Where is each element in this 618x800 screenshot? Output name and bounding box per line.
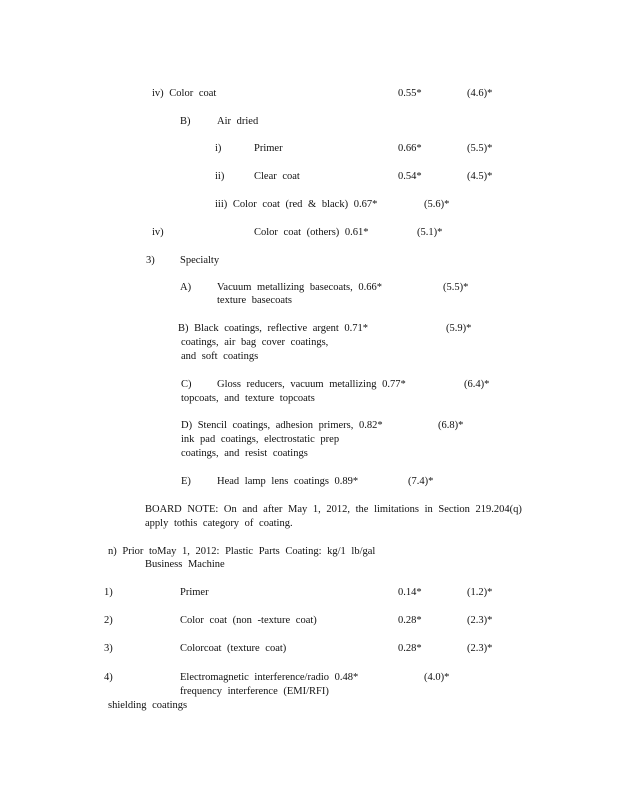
section-n-heading: n) Prior toMay 1, 2012: Plastic Parts Coating: kg/1 lb/gal xyxy=(108,546,376,557)
item-iv-voc-kg: 0.55* xyxy=(398,88,422,99)
item-iii-text: iii) Color coat (red & black) 0.67* xyxy=(215,199,378,210)
plastic-1-label: Primer xyxy=(180,587,209,598)
section-3-number: 3) xyxy=(146,255,155,266)
specialty-e-voc-lb: (7.4)* xyxy=(408,476,434,487)
specialty-c-voc-lb: (6.4)* xyxy=(464,379,490,390)
specialty-d-voc-lb: (6.8)* xyxy=(438,420,464,431)
plastic-3-label: Colorcoat (texture coat) xyxy=(180,643,287,654)
section-3-label: Specialty xyxy=(180,255,220,266)
item-iv-voc-lb: (4.6)* xyxy=(467,88,493,99)
plastic-1-voc-kg: 0.14* xyxy=(398,587,422,598)
specialty-c-line1: Gloss reducers, vacuum metallizing 0.77* xyxy=(217,379,406,390)
item-ii-label: Clear coat xyxy=(254,171,300,182)
plastic-4-voc-lb: (4.0)* xyxy=(424,672,450,683)
plastic-4-line3: shielding coatings xyxy=(108,700,188,711)
item-ii-voc-lb: (4.5)* xyxy=(467,171,493,182)
item-iv2-voc-lb: (5.1)* xyxy=(417,227,443,238)
plastic-2-number: 2) xyxy=(104,615,113,626)
item-iv2-number: iv) xyxy=(152,227,164,238)
board-note-line2: apply tothis category of coating. xyxy=(145,518,293,529)
specialty-b-line1: B) Black coatings, reflective argent 0.71* xyxy=(178,323,369,334)
board-note-line1: BOARD NOTE: On and after May 1, 2012, the limitations in Section 219.204(q) xyxy=(145,504,522,515)
specialty-d-line2: ink pad coatings, electrostatic prep xyxy=(181,434,340,445)
plastic-2-voc-lb: (2.3)* xyxy=(467,615,493,626)
item-iv-label: iv) Color coat xyxy=(152,88,217,99)
specialty-a-voc-lb: (5.5)* xyxy=(443,282,469,293)
plastic-4-line1: Electromagnetic interference/radio 0.48* xyxy=(180,672,359,683)
item-i-number: i) xyxy=(215,143,222,154)
item-i-label: Primer xyxy=(254,143,283,154)
plastic-3-voc-kg: 0.28* xyxy=(398,643,422,654)
specialty-c-letter: C) xyxy=(181,379,192,390)
specialty-d-line3: coatings, and resist coatings xyxy=(181,448,308,459)
item-i-voc-kg: 0.66* xyxy=(398,143,422,154)
item-iv2-text: Color coat (others) 0.61* xyxy=(254,227,369,238)
plastic-2-label: Color coat (non -texture coat) xyxy=(180,615,317,626)
plastic-4-line2: frequency interference (EMI/RFI) xyxy=(180,686,329,697)
specialty-e-line1: Head lamp lens coatings 0.89* xyxy=(217,476,359,487)
plastic-3-number: 3) xyxy=(104,643,113,654)
specialty-a-line2: texture basecoats xyxy=(217,295,293,306)
section-b-letter: B) xyxy=(180,116,191,127)
specialty-c-line2: topcoats, and texture topcoats xyxy=(181,393,315,404)
specialty-b-voc-lb: (5.9)* xyxy=(446,323,472,334)
plastic-2-voc-kg: 0.28* xyxy=(398,615,422,626)
item-iii-voc-lb: (5.6)* xyxy=(424,199,450,210)
specialty-a-letter: A) xyxy=(180,282,192,293)
section-n-subheading: Business Machine xyxy=(145,559,225,570)
item-ii-voc-kg: 0.54* xyxy=(398,171,422,182)
specialty-d-line1: D) Stencil coatings, adhesion primers, 0.82* xyxy=(181,420,383,431)
item-i-voc-lb: (5.5)* xyxy=(467,143,493,154)
specialty-e-letter: E) xyxy=(181,476,191,487)
plastic-4-number: 4) xyxy=(104,672,113,683)
plastic-3-voc-lb: (2.3)* xyxy=(467,643,493,654)
plastic-1-voc-lb: (1.2)* xyxy=(467,587,493,598)
specialty-b-line2: coatings, air bag cover coatings, xyxy=(181,337,329,348)
plastic-1-number: 1) xyxy=(104,587,113,598)
specialty-a-line1: Vacuum metallizing basecoats, 0.66* xyxy=(217,282,382,293)
specialty-b-line3: and soft coatings xyxy=(181,351,259,362)
section-b-label: Air dried xyxy=(217,116,259,127)
item-ii-number: ii) xyxy=(215,171,225,182)
